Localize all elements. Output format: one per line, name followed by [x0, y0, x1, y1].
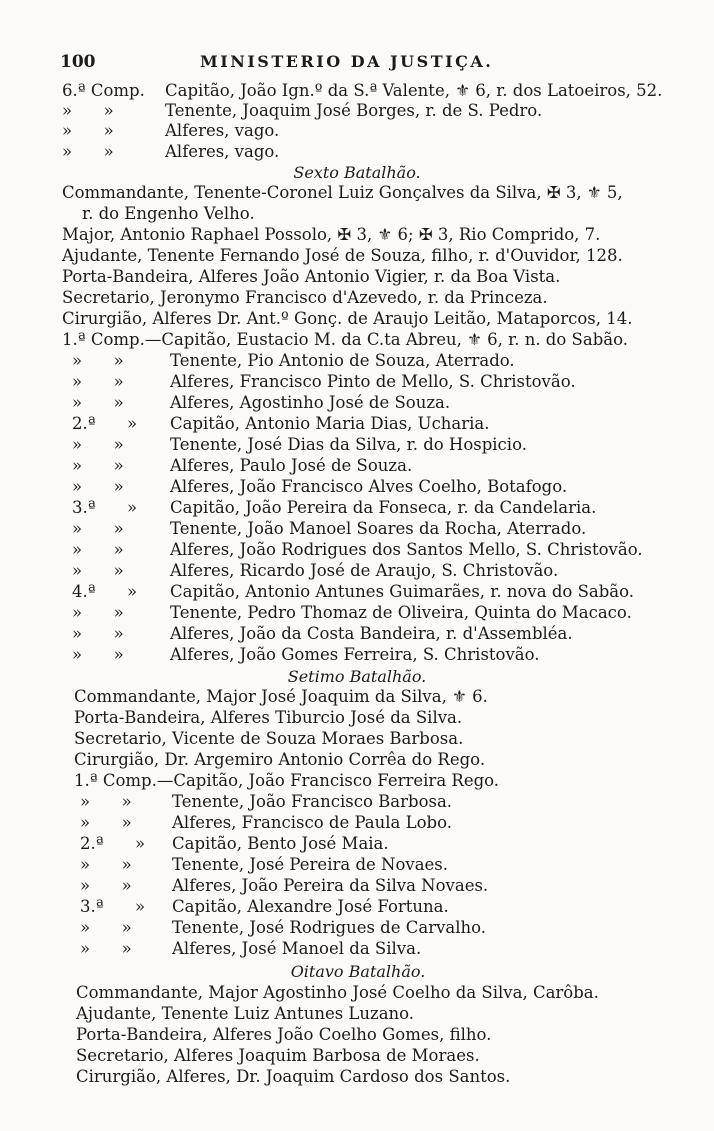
entry-text: Alferes, José Manoel da Silva.	[172, 939, 422, 958]
company-label: 3.ª »	[80, 897, 146, 916]
section-heading: Sexto Batalhão.	[293, 163, 421, 182]
entry-text: Alferes, Agostinho José de Souza.	[170, 393, 451, 412]
entry-text: Tenente, João Manoel Soares da Rocha, Aterrado.	[170, 519, 587, 538]
company-label: » »	[80, 813, 132, 832]
entry-text: Tenente, José Dias da Silva, r. do Hospicio.	[170, 435, 527, 454]
roster-line: Secretario, Vicente de Souza Moraes Barbosa.	[74, 729, 464, 748]
section-heading: Setimo Batalhão.	[287, 667, 427, 686]
entry-text: Alferes, Francisco de Paula Lobo.	[172, 813, 452, 832]
company-label: » »	[80, 876, 132, 895]
entry-text: Tenente, João Francisco Barbosa.	[172, 792, 453, 811]
company-label: » »	[72, 624, 124, 643]
entry-text: Capitão, Antonio Antunes Guimarães, r. nova do Sabão.	[170, 582, 634, 601]
company-label: » »	[62, 101, 114, 120]
entry-text: Alferes, João Gomes Ferreira, S. Christovão.	[170, 645, 540, 664]
company-label: 3.ª »	[72, 498, 138, 517]
entry-text: Tenente, Joaquim José Borges, r. de S. Pedro.	[165, 101, 543, 120]
company-label: » »	[62, 121, 114, 140]
company-label: » »	[80, 939, 132, 958]
company-label: » »	[72, 519, 124, 538]
roster-line: 1.ª Comp.—Capitão, João Francisco Ferreira Rego.	[74, 771, 500, 790]
roster-line: Cirurgião, Dr. Argemiro Antonio Corrêa do Rego.	[74, 750, 486, 769]
company-label: 4.ª »	[72, 582, 138, 601]
entry-text: Alferes, Paulo José de Souza.	[170, 456, 413, 475]
entry-text: Tenente, Pio Antonio de Souza, Aterrado.	[170, 351, 515, 370]
section-heading: Oitavo Batalhão.	[290, 962, 426, 981]
company-label: » »	[72, 540, 124, 559]
company-label: » »	[72, 351, 124, 370]
roster-line: Ajudante, Tenente Fernando José de Souza, filho, r. d'Ouvidor, 128.	[62, 246, 623, 265]
entry-text: Alferes, Ricardo José de Araujo, S. Christovão.	[170, 561, 559, 580]
company-label: » »	[72, 456, 124, 475]
company-label: » »	[72, 393, 124, 412]
running-title: MINISTERIO DA JUSTIÇA.	[200, 52, 494, 71]
company-label: » »	[72, 603, 124, 622]
company-label: » »	[72, 477, 124, 496]
entry-text: Capitão, Bento José Maia.	[172, 834, 389, 853]
company-label: » »	[72, 561, 124, 580]
roster-line: Cirurgião, Alferes Dr. Ant.º Gonç. de Araujo Leitão, Mataporcos, 14.	[62, 309, 633, 328]
roster-line: Cirurgião, Alferes, Dr. Joaquim Cardoso dos Santos.	[76, 1067, 511, 1086]
company-label: » »	[72, 645, 124, 664]
entry-text: Alferes, vago.	[165, 121, 280, 140]
entry-text: Tenente, José Rodrigues de Carvalho.	[172, 918, 487, 937]
entry-text: Alferes, Francisco Pinto de Mello, S. Christovão.	[170, 372, 576, 391]
roster-line: Secretario, Jeronymo Francisco d'Azevedo, r. da Princeza.	[62, 288, 548, 307]
entry-text: Tenente, José Pereira de Novaes.	[172, 855, 449, 874]
company-label: » »	[62, 142, 114, 161]
page-number: 100	[60, 52, 96, 72]
roster-line: Major, Antonio Raphael Possolo, ✠ 3, ⚜ 6; ✠ 3, Rio Comprido, 7.	[62, 225, 601, 244]
roster-line: Commandante, Major Agostinho José Coelho da Silva, Carôba.	[76, 983, 599, 1002]
entry-text: Alferes, João Pereira da Silva Novaes.	[172, 876, 489, 895]
entry-text: Alferes, João Francisco Alves Coelho, Botafogo.	[170, 477, 568, 496]
company-label: 6.ª Comp.	[62, 81, 145, 100]
entry-text: Tenente, Pedro Thomaz de Oliveira, Quinta do Macaco.	[170, 603, 632, 622]
entry-text: Alferes, João da Costa Bandeira, r. d'Assembléa.	[170, 624, 573, 643]
roster-line: Ajudante, Tenente Luiz Antunes Luzano.	[76, 1004, 415, 1023]
entry-text: Capitão, Alexandre José Fortuna.	[172, 897, 449, 916]
company-label: » »	[72, 435, 124, 454]
entry-text: Capitão, Antonio Maria Dias, Ucharia.	[170, 414, 490, 433]
roster-line: Porta-Bandeira, Alferes João Antonio Vigier, r. da Boa Vista.	[62, 267, 561, 286]
company-label: 2.ª »	[72, 414, 138, 433]
roster-line: Porta-Bandeira, Alferes João Coelho Gomes, filho.	[76, 1025, 492, 1044]
company-label: » »	[80, 792, 132, 811]
roster-line: Commandante, Major José Joaquim da Silva, ⚜ 6.	[74, 687, 488, 706]
company-label: » »	[80, 918, 132, 937]
roster-line: 1.ª Comp.—Capitão, Eustacio M. da C.ta Abreu, ⚜ 6, r. n. do Sabão.	[62, 330, 628, 349]
roster-line: Porta-Bandeira, Alferes Tiburcio José da Silva.	[74, 708, 463, 727]
company-label: » »	[80, 855, 132, 874]
company-label: 2.ª »	[80, 834, 146, 853]
entry-text: Capitão, João Pereira da Fonseca, r. da Candelaria.	[170, 498, 597, 517]
roster-line: r. do Engenho Velho.	[82, 204, 255, 223]
roster-line: Commandante, Tenente-Coronel Luiz Gonçalves da Silva, ✠ 3, ⚜ 5,	[62, 183, 623, 202]
company-label: » »	[72, 372, 124, 391]
entry-text: Capitão, João Ign.º da S.ª Valente, ⚜ 6, r. dos Latoeiros, 52.	[165, 81, 663, 100]
roster-line: Secretario, Alferes Joaquim Barbosa de Moraes.	[76, 1046, 480, 1065]
entry-text: Alferes, vago.	[165, 142, 280, 161]
entry-text: Alferes, João Rodrigues dos Santos Mello, S. Christovão.	[170, 540, 643, 559]
running-header	[0, 52, 714, 76]
